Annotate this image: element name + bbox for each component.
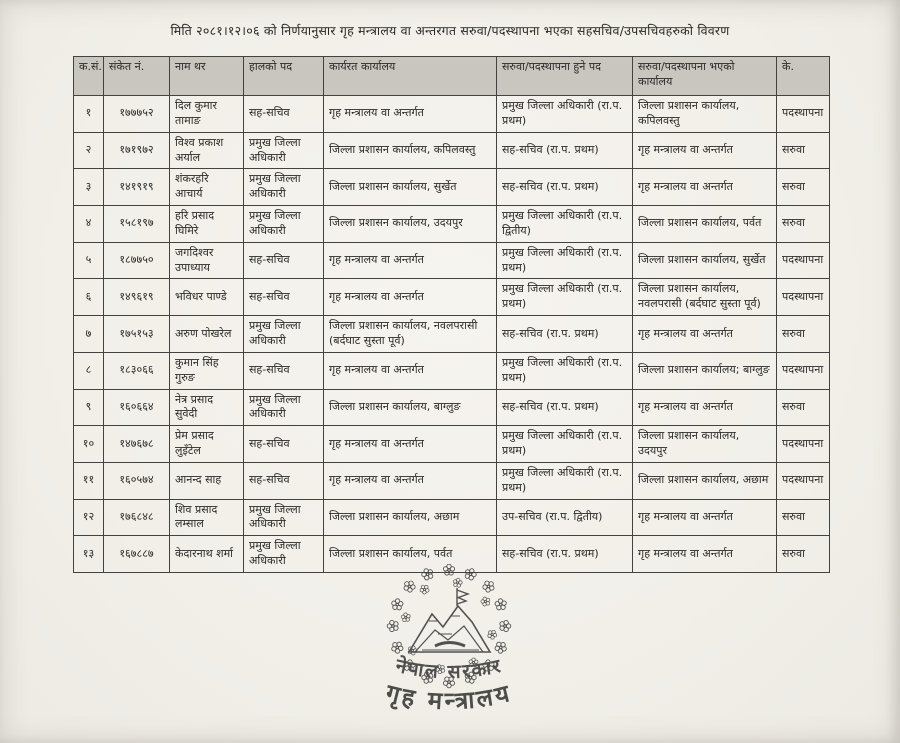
cell-new-post: प्रमुख जिल्ला अधिकारी (रा.प. प्रथम) (497, 426, 633, 463)
cell-current-office: जिल्ला प्रशासन कार्यालय, नवलपरासी (बर्दघाट सुस्ता पूर्व) (324, 316, 497, 353)
col-header-code-no: संकेत नं. (104, 57, 170, 96)
cell-new-office: जिल्ला प्रशासन कार्यालय, कपिलवस्तु (633, 96, 777, 133)
col-header-serial: क.सं. (74, 57, 104, 96)
cell-remark: सरुवा (777, 206, 830, 243)
table-row (74, 279, 830, 316)
cell-current-office: गृह मन्त्रालय वा अन्तर्गत (324, 462, 497, 499)
cell-serial: १० (74, 426, 104, 463)
col-header-current-post: हालको पद (244, 57, 324, 96)
cell-code-no: १४१९१९ (104, 169, 170, 206)
cell-code-no: १४९६१९ (104, 279, 170, 316)
cell-new-office: गृह मन्त्रालय वा अन्तर्गत (633, 499, 777, 536)
cell-current-post: प्रमुख जिल्ला अधिकारी (244, 536, 324, 573)
nepal-government-seal-icon (336, 564, 562, 742)
cell-new-office: गृह मन्त्रालय वा अन्तर्गत (633, 169, 777, 206)
seal-mountains (409, 588, 490, 652)
cell-serial: १२ (74, 499, 104, 536)
col-header-new-post: सरुवा/पदस्थापना हुने पद (497, 57, 633, 96)
cell-new-post: सह-सचिव (रा.प. प्रथम) (497, 389, 633, 426)
cell-name: दिल कुमार तामाङ (170, 96, 244, 133)
cell-current-office: गृह मन्त्रालय वा अन्तर्गत (324, 426, 497, 463)
cell-remark: पदस्थापना (777, 352, 830, 389)
table-row (74, 169, 830, 206)
cell-serial: १ (74, 96, 104, 133)
cell-serial: ५ (74, 242, 104, 279)
cell-new-post: प्रमुख जिल्ला अधिकारी (रा.प. प्रथम) (497, 352, 633, 389)
table-row (74, 499, 830, 536)
cell-serial: ७ (74, 316, 104, 353)
cell-current-post: सह-सचिव (244, 242, 324, 279)
cell-code-no: १६०५७४ (104, 462, 170, 499)
cell-remark: सरुवा (777, 169, 830, 206)
table-row (74, 242, 830, 279)
cell-new-post: उप-सचिव (रा.प. द्वितीय) (497, 499, 633, 536)
cell-current-post: प्रमुख जिल्ला अधिकारी (244, 499, 324, 536)
cell-name: जगदिश्वर उपाध्याय (170, 242, 244, 279)
cell-code-no: १४७६७८ (104, 426, 170, 463)
cell-new-office: गृह मन्त्रालय वा अन्तर्गत (633, 536, 777, 573)
cell-remark: पदस्थापना (777, 242, 830, 279)
cell-name: प्रेम प्रसाद लुइँटेल (170, 426, 244, 463)
cell-name: भविधर पाण्डे (170, 279, 244, 316)
cell-current-office: जिल्ला प्रशासन कार्यालय, कपिलवस्तु (324, 132, 497, 169)
cell-serial: ११ (74, 462, 104, 499)
cell-code-no: १७६८४८ (104, 499, 170, 536)
col-header-remark: के. (777, 57, 830, 96)
svg-text:नेपाल सरकार (393, 653, 505, 683)
cell-code-no: १७१९७२ (104, 132, 170, 169)
cell-serial: ४ (74, 206, 104, 243)
cell-remark: सरुवा (777, 132, 830, 169)
cell-current-office: जिल्ला प्रशासन कार्यालय, बाग्लुङ (324, 389, 497, 426)
cell-new-office: जिल्ला प्रशासन कार्यालय, पर्वत (633, 206, 777, 243)
cell-current-office: गृह मन्त्रालय वा अन्तर्गत (324, 96, 497, 133)
cell-code-no: १५८१९७ (104, 206, 170, 243)
cell-new-office: गृह मन्त्रालय वा अन्तर्गत (633, 316, 777, 353)
cell-serial: ६ (74, 279, 104, 316)
cell-current-post: सह-सचिव (244, 352, 324, 389)
cell-remark: पदस्थापना (777, 426, 830, 463)
cell-new-post: सह-सचिव (रा.प. प्रथम) (497, 169, 633, 206)
cell-current-post: प्रमुख जिल्ला अधिकारी (244, 206, 324, 243)
cell-name: कुमान सिंह गुरुङ (170, 352, 244, 389)
cell-name: नेत्र प्रसाद सुवेदी (170, 389, 244, 426)
cell-current-post: सह-सचिव (244, 462, 324, 499)
cell-code-no: १६०६६४ (104, 389, 170, 426)
cell-current-office: जिल्ला प्रशासन कार्यालय, अछाम (324, 499, 497, 536)
cell-code-no: १६७८८७ (104, 536, 170, 573)
cell-current-office: गृह मन्त्रालय वा अन्तर्गत (324, 242, 497, 279)
cell-name: शिव प्रसाद लम्साल (170, 499, 244, 536)
cell-new-post: सह-सचिव (रा.प. प्रथम) (497, 132, 633, 169)
cell-name: अरुण पोखरेल (170, 316, 244, 353)
cell-serial: १३ (74, 536, 104, 573)
cell-new-office: जिल्ला प्रशासन कार्यालय, उदयपुर (633, 426, 777, 463)
seal-text-government: नेपाल सरकार (393, 654, 505, 684)
col-header-new-office: सरुवा/पदस्थापना भएको कार्यालय (633, 57, 777, 96)
cell-new-office: गृह मन्त्रालय वा अन्तर्गत (633, 389, 777, 426)
cell-current-post: सह-सचिव (244, 96, 324, 133)
cell-new-office: जिल्ला प्रशासन कार्यालय, सुर्खेत (633, 242, 777, 279)
table-row (74, 206, 830, 243)
cell-remark: पदस्थापना (777, 96, 830, 133)
cell-current-office: जिल्ला प्रशासन कार्यालय, उदयपुर (324, 206, 497, 243)
table-header-row (74, 57, 830, 96)
cell-serial: ९ (74, 389, 104, 426)
cell-remark: सरुवा (777, 316, 830, 353)
cell-code-no: १८७७५० (104, 242, 170, 279)
cell-name: हरि प्रसाद घिमिरे (170, 206, 244, 243)
cell-serial: ८ (74, 352, 104, 389)
cell-code-no: १७५१५३ (104, 316, 170, 353)
cell-serial: २ (74, 132, 104, 169)
cell-current-office: जिल्ला प्रशासन कार्यालय, सुर्खेत (324, 169, 497, 206)
cell-current-post: प्रमुख जिल्ला अधिकारी (244, 316, 324, 353)
cell-current-office: गृह मन्त्रालय वा अन्तर्गत (324, 279, 497, 316)
cell-name: आनन्द साह (170, 462, 244, 499)
cell-remark: सरुवा (777, 536, 830, 573)
cell-remark: सरुवा (777, 499, 830, 536)
cell-new-office: जिल्ला प्रशासन कार्यालय, अछाम (633, 462, 777, 499)
cell-new-post: प्रमुख जिल्ला अधिकारी (रा.प. प्रथम) (497, 462, 633, 499)
col-header-current-office: कार्यरत कार्यालय (324, 57, 497, 96)
table-row (74, 96, 830, 133)
table-row (74, 426, 830, 463)
col-header-name: नाम थर (170, 57, 244, 96)
cell-remark: पदस्थापना (777, 279, 830, 316)
cell-name: विश्व प्रकाश अर्याल (170, 132, 244, 169)
cell-new-post: प्रमुख जिल्ला अधिकारी (रा.प. प्रथम) (497, 242, 633, 279)
cell-new-office: जिल्ला प्रशासन कार्यालय; बाग्लुङ (633, 352, 777, 389)
cell-remark: सरुवा (777, 389, 830, 426)
cell-name: शंकरहरि आचार्य (170, 169, 244, 206)
table-row (74, 352, 830, 389)
cell-new-post: सह-सचिव (रा.प. प्रथम) (497, 536, 633, 573)
document-title: मिति २०८१।१२।०६ को निर्णयानुसार गृह मन्त्रालय वा अन्तरगत सरुवा/पदस्थापना भएका सहसचिव/उपसचिवहरुको विवरण (170, 23, 730, 38)
cell-code-no: १८३०६६ (104, 352, 170, 389)
table-body (74, 96, 830, 573)
cell-new-office: गृह मन्त्रालय वा अन्तर्गत (633, 132, 777, 169)
table-row (74, 389, 830, 426)
table-row (74, 316, 830, 353)
cell-remark: पदस्थापना (777, 462, 830, 499)
cell-name: केदारनाथ शर्मा (170, 536, 244, 573)
cell-current-office: गृह मन्त्रालय वा अन्तर्गत (324, 352, 497, 389)
cell-current-post: सह-सचिव (244, 426, 324, 463)
cell-current-post: प्रमुख जिल्ला अधिकारी (244, 169, 324, 206)
cell-new-office: जिल्ला प्रशासन कार्यालय, नवलपरासी (बर्दघाट सुस्ता पूर्व) (633, 279, 777, 316)
cell-new-post: सह-सचिव (रा.प. प्रथम) (497, 316, 633, 353)
cell-new-post: प्रमुख जिल्ला अधिकारी (रा.प. प्रथम) (497, 279, 633, 316)
seal-text-ministry: गृह मन्त्रालय (383, 678, 515, 716)
cell-current-post: सह-सचिव (244, 279, 324, 316)
cell-new-post: प्रमुख जिल्ला अधिकारी (रा.प. द्वितीय) (497, 206, 633, 243)
cell-code-no: १७७७५२ (104, 96, 170, 133)
table-row (74, 132, 830, 169)
cell-current-post: प्रमुख जिल्ला अधिकारी (244, 132, 324, 169)
cell-new-post: प्रमुख जिल्ला अधिकारी (रा.प. प्रथम) (497, 96, 633, 133)
cell-serial: ३ (74, 169, 104, 206)
transfer-roster-table (73, 56, 830, 573)
cell-current-post: प्रमुख जिल्ला अधिकारी (244, 389, 324, 426)
cell-current-office: जिल्ला प्रशासन कार्यालय, पर्वत (324, 536, 497, 573)
table-row (74, 462, 830, 499)
